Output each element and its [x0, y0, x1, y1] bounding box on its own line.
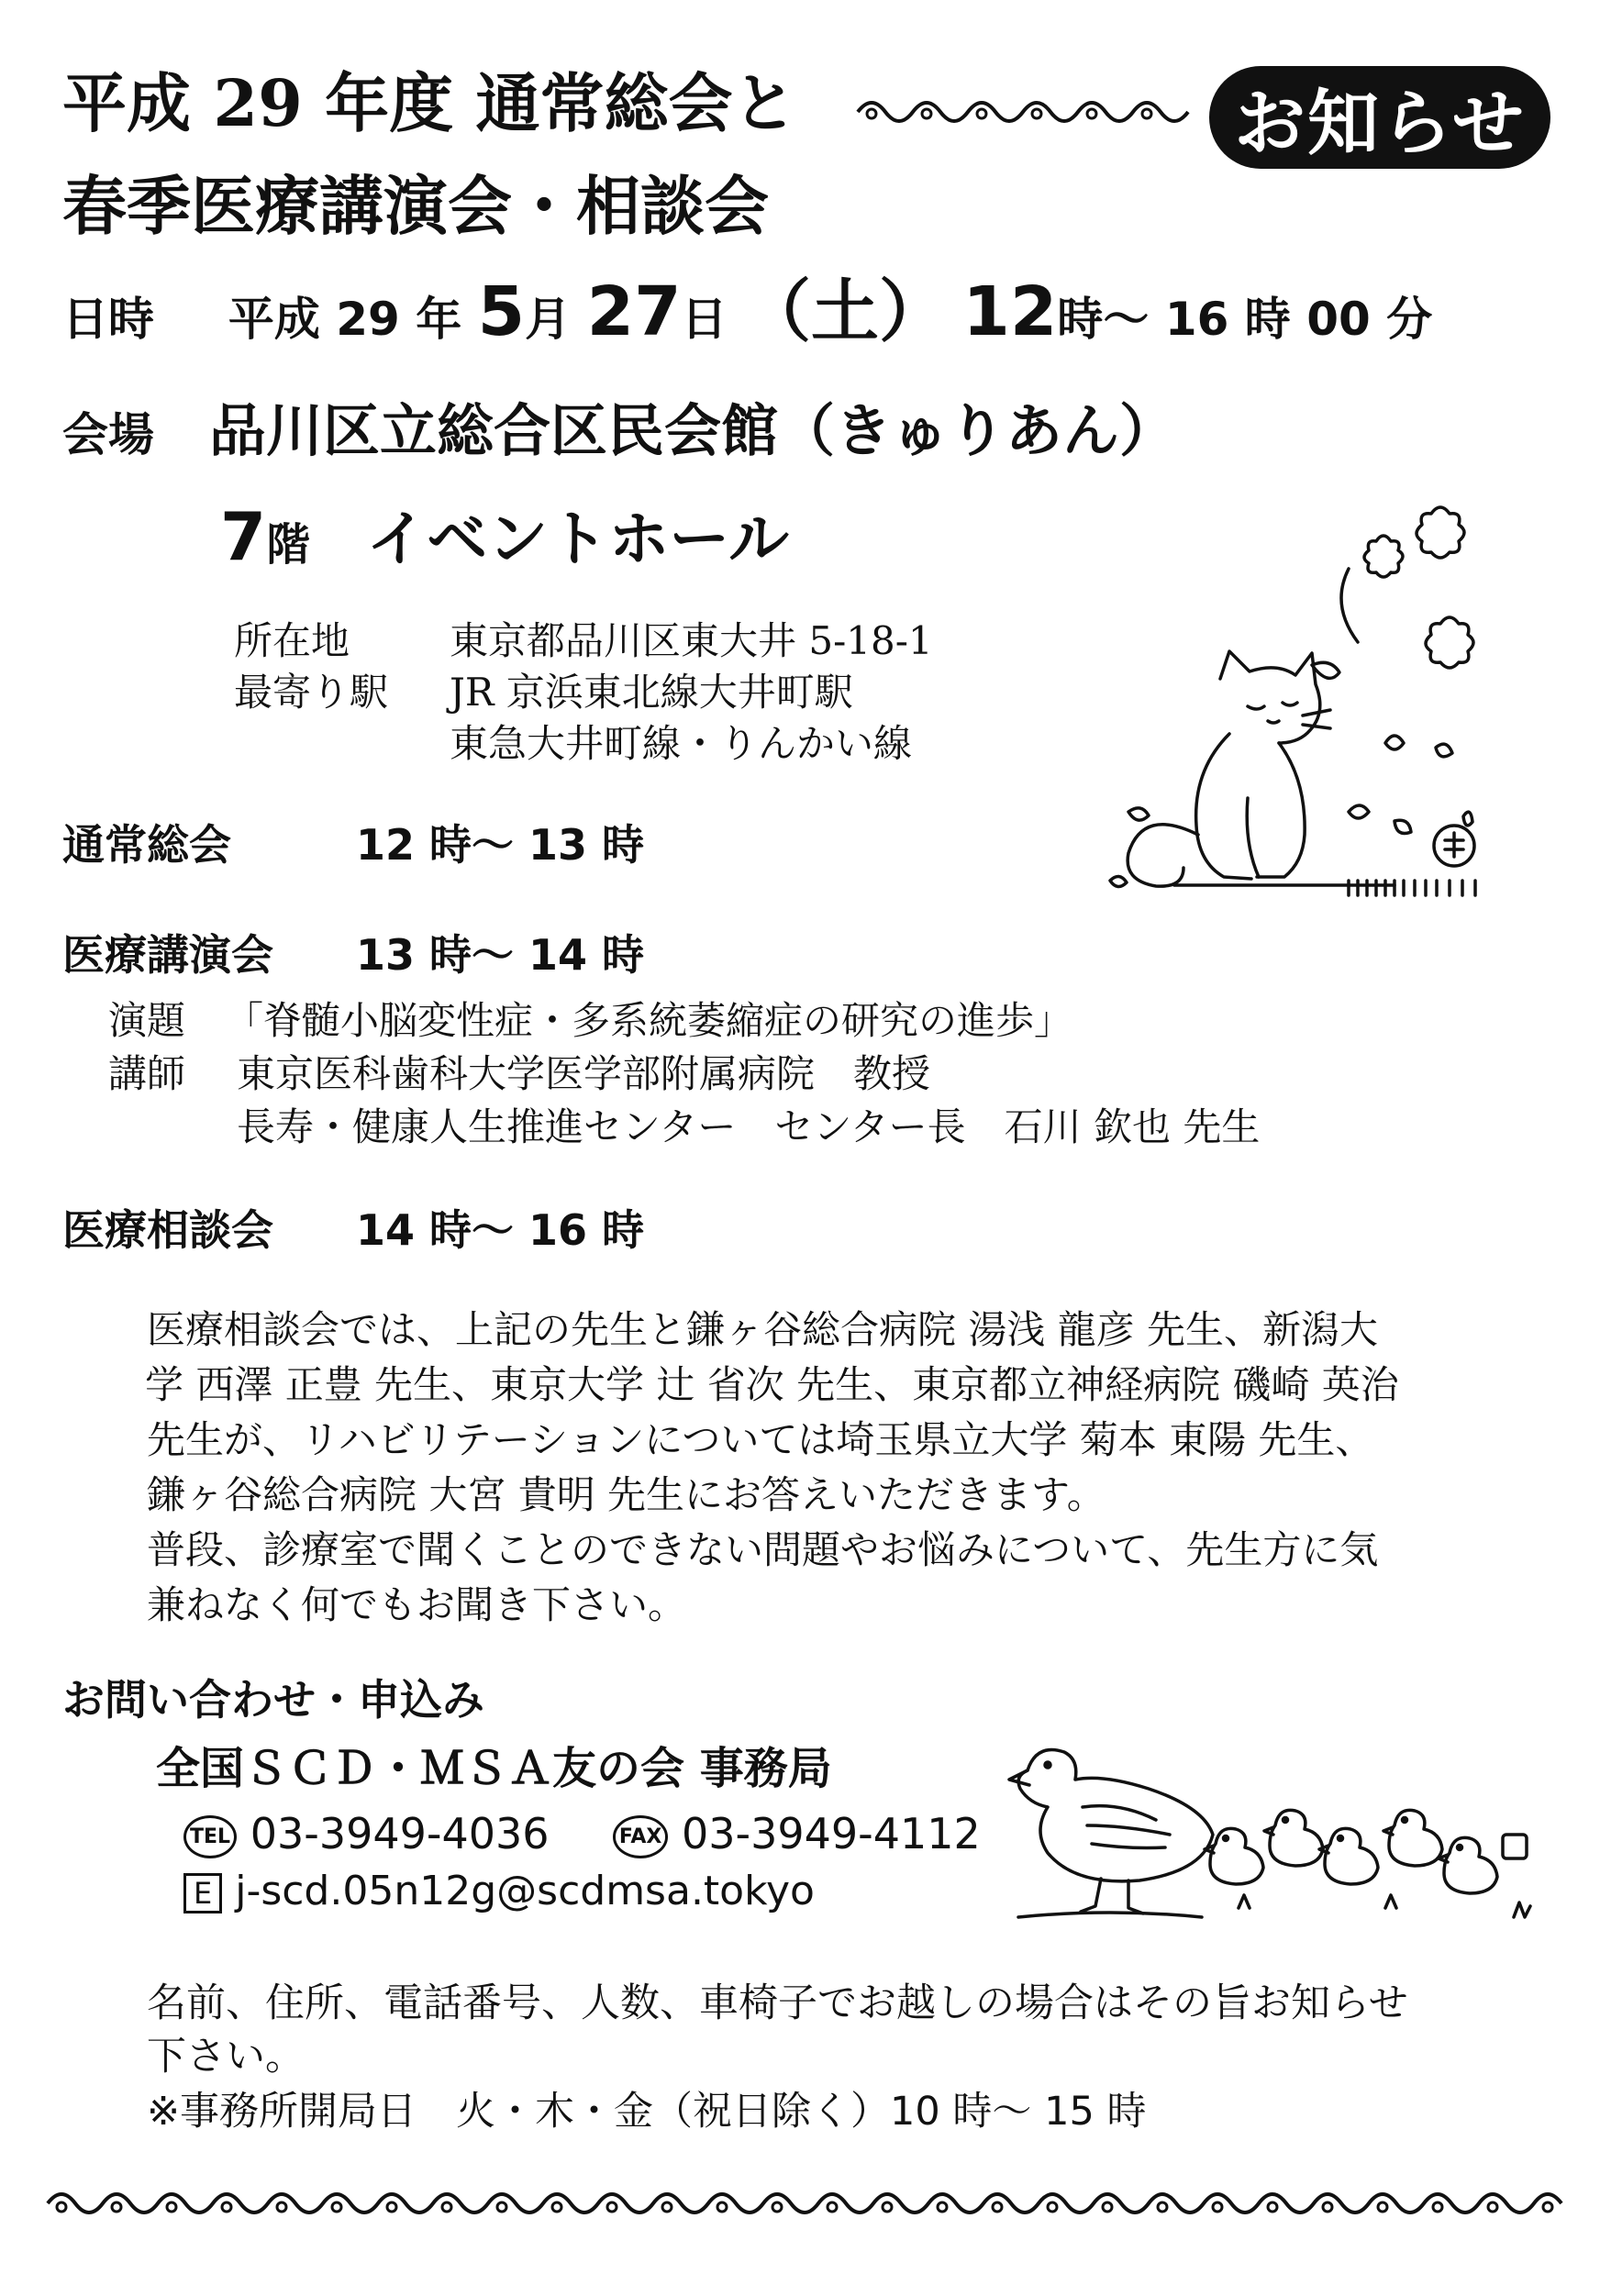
wave-dot: [222, 2202, 231, 2212]
notes-line-2: 下さい。: [147, 2034, 305, 2080]
wave-dot: [938, 2202, 947, 2212]
datetime-month-unit: 月: [525, 293, 572, 346]
wave-dot: [883, 2202, 892, 2212]
station-line-1: JR 京浜東北線大井町駅: [450, 670, 853, 715]
lecture-speaker-line-1: 東京医科歯科大学医学部附属病院 教授: [237, 1051, 931, 1096]
datetime-era: 平成 29 年: [228, 293, 462, 346]
consultation-line-6: 兼ねなく何でもお聞き下さい。: [147, 1582, 687, 1627]
wave-dot: [1488, 2202, 1497, 2212]
station-line-2: 東急大井町線・りんかい線: [450, 721, 913, 766]
wave-dot: [1158, 2202, 1167, 2212]
datetime-month: 5: [477, 272, 526, 351]
bottom-wave-border: [48, 2183, 1552, 2224]
consultation-line-2: 学 西澤 正豊 先生、東京大学 辻 省次 先生、東京都立神経病院 磯崎 英治: [145, 1362, 1399, 1407]
tel-icon: TEL: [183, 1815, 237, 1858]
contact-tel-row: [183, 1809, 981, 1858]
lecture-topic-label: 演題: [108, 998, 186, 1043]
venue-name: 品川区立総合区民会館（きゅりあん）: [209, 397, 1177, 464]
wave-dot: [1103, 2202, 1112, 2212]
venue-hall: イベントホール: [366, 504, 789, 574]
datetime-label: 日時: [62, 293, 154, 346]
consultation-time: 14 時～ 16 時: [356, 1205, 645, 1255]
contact-email-row: [183, 1868, 815, 1914]
datetime-start-hour: 12: [962, 272, 1058, 351]
title-line-2: 春季医療講演会・相談会: [62, 168, 769, 244]
wave-line: [48, 2194, 1561, 2213]
venue-label: 会場: [62, 408, 154, 461]
notice-badge: お知らせ: [1209, 66, 1550, 169]
wave-dot: [167, 2202, 176, 2212]
lecture-topic: 「脊髄小脳変性症・多系統萎縮症の研究の進歩」: [225, 998, 1073, 1043]
wave-dot: [387, 2202, 396, 2212]
consultation-label: 医療相談会: [62, 1205, 273, 1255]
consultation-line-5: 普段、診療室で聞くことのできない問題やお悩みについて、先生方に気: [147, 1527, 1379, 1572]
wave-dot: [1268, 2202, 1277, 2212]
wave-dot: [607, 2202, 617, 2212]
fax-icon: FAX: [613, 1815, 669, 1858]
consultation-paragraph: [147, 1303, 1399, 1633]
wave-dot: [277, 2202, 286, 2212]
wave-dot: [332, 2202, 341, 2212]
email-address[interactable]: j-scd.05n12g@scdmsa.tokyo: [235, 1868, 815, 1914]
datetime-weekday: （土）: [743, 272, 947, 351]
venue-floor: 7: [220, 498, 267, 575]
address-label: 所在地: [234, 618, 350, 663]
lecture-speaker-line-2: 長寿・健康人生推進センター センター長 石川 欽也 先生: [237, 1104, 1261, 1149]
datetime-time-rest: 時～ 16 時 00 分: [1057, 293, 1433, 346]
wave-dot: [662, 2202, 672, 2212]
wave-dot: [1543, 2202, 1552, 2212]
consultation-line-1: 医療相談会では、上記の先生と鎌ヶ谷総合病院 湯浅 龍彦 先生、新潟大: [147, 1307, 1379, 1352]
contact-org: 全国ＳＣＤ・ＭＳＡ友の会 事務局: [156, 1743, 832, 1794]
title-line-1: 平成 29 年度 通常総会と: [62, 65, 797, 141]
consultation-line-4: 鎌ヶ谷総合病院 大宮 貴明 先生にお答えいただきます。: [147, 1472, 1106, 1517]
wave-dot: [1048, 2202, 1057, 2212]
wave-dot: [552, 2202, 561, 2212]
address-value: 東京都品川区東大井 5-18-1: [450, 618, 933, 663]
datetime-day-unit: 日: [681, 293, 728, 346]
title-wave-border: [858, 94, 1188, 130]
wave-dot: [1323, 2202, 1332, 2212]
lecture-time: 13 時～ 14 時: [356, 930, 645, 980]
wave-dot: [442, 2202, 451, 2212]
wave-dot: [57, 2202, 66, 2212]
wave-dot: [1433, 2202, 1442, 2212]
tel-number: 03-3949-4036: [250, 1809, 550, 1858]
cherry-blossom-icon: [1364, 507, 1473, 668]
general-meeting-time: 12 時～ 13 時: [356, 820, 645, 870]
wave-dot: [717, 2202, 727, 2212]
lecture-label: 医療講演会: [62, 930, 273, 980]
notes-line-1: 名前、住所、電話番号、人数、車椅子でお越しの場合はその旨お知らせ: [147, 1980, 1408, 2026]
email-icon: E: [183, 1873, 222, 1913]
venue-floor-unit: 階: [266, 519, 311, 571]
venue-floor-row: [220, 490, 789, 577]
wave-dot: [993, 2202, 1002, 2212]
contact-heading: お問い合わせ・申込み: [62, 1675, 484, 1725]
wave-dot: [828, 2202, 837, 2212]
wave-dot: [497, 2202, 506, 2212]
station-label: 最寄り駅: [234, 670, 389, 715]
general-meeting-label: 通常総会: [62, 820, 231, 870]
cat-illustration: [1073, 495, 1523, 917]
datetime-day: 27: [586, 272, 682, 351]
notes-line-3: ※事務所開局日 火・木・金（祝日除く）10 時～ 15 時: [147, 2089, 1147, 2135]
wave-dot: [772, 2202, 782, 2212]
wave-dot: [1378, 2202, 1387, 2212]
datetime-row: [62, 272, 1433, 356]
fax-number: 03-3949-4112: [681, 1809, 981, 1858]
lecture-speaker-label: 講師: [108, 1051, 186, 1096]
consultation-line-3: 先生が、リハビリテーションについては埼玉県立大学 菊本 東陽 先生、: [147, 1417, 1374, 1462]
wave-dot: [1213, 2202, 1222, 2212]
duck-illustration: [1000, 1725, 1550, 1936]
wave-dot: [112, 2202, 121, 2212]
